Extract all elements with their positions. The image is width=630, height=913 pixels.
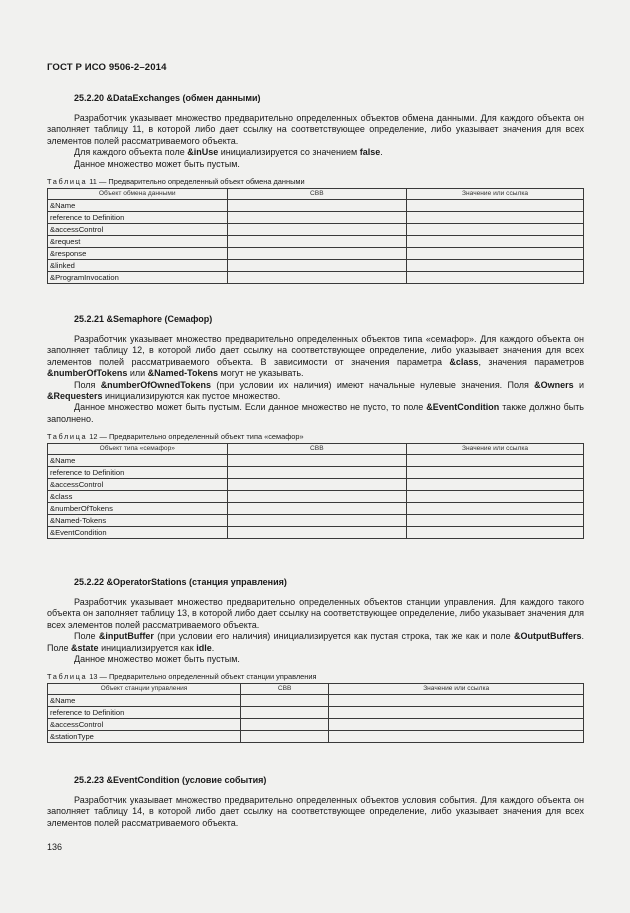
cbb-cell [240,695,328,707]
paragraph: Разработчик указывает множество предварительно определенных объектов станции управления. Для каждого такого объекта он заполняет таблицу 13, в которой либо дает ссылку на соответствующее определение, либо указывает значения для всех элементов полей рассматриваемого объекта. [47,597,585,630]
table-row [48,248,584,260]
field-name-cell: &accessControl [48,479,228,491]
table-row [48,491,584,503]
value-cell [407,515,584,527]
table-12 [47,443,584,539]
column-header: CBB [227,189,407,200]
table-row [48,731,584,743]
field-name-cell: reference to Definition [48,212,228,224]
value-cell [407,248,584,260]
column-header: Значение или ссылка [329,684,584,695]
value-cell [407,491,584,503]
table-row [48,272,584,284]
field-name-cell: &EventCondition [48,527,228,539]
cbb-cell [227,236,407,248]
section-title: 25.2.22 &OperatorStations (станция управления) [74,577,287,587]
table-row [48,719,584,731]
section-event-condition [47,775,584,829]
value-cell [407,200,584,212]
value-cell [407,212,584,224]
column-header: Значение или ссылка [407,189,584,200]
section-title: 25.2.20 &DataExchanges (обмен данными) [74,93,261,103]
field-name-cell: &stationType [48,731,241,743]
cbb-cell [227,224,407,236]
value-cell [407,527,584,539]
cbb-cell [227,260,407,272]
field-name-cell: &ProgramInvocation [48,272,228,284]
column-header: Объект станции управления [48,684,241,695]
section-semaphore [47,314,584,539]
field-name-cell: &Name [48,695,241,707]
value-cell [407,260,584,272]
table-row [48,707,584,719]
table-caption: Таблица 12 — Предварительно определенный объект типа «семафор» [47,432,304,442]
cbb-cell [227,479,407,491]
value-cell [407,236,584,248]
table-row [48,527,584,539]
paragraph: Для каждого объекта поле &inUse инициализируется со значением false. [74,147,383,158]
table-row [48,467,584,479]
section-title: 25.2.21 &Semaphore (Семафор) [74,314,213,324]
paragraph: Данное множество может быть пустым. [74,654,240,665]
cbb-cell [227,212,407,224]
page-number: 136 [47,842,63,852]
document-header: ГОСТ Р ИСО 9506-2–2014 [47,62,167,73]
cbb-cell [227,467,407,479]
table-row [48,503,584,515]
field-name-cell: &accessControl [48,224,228,236]
value-cell [329,695,584,707]
field-name-cell: &request [48,236,228,248]
field-name-cell: &Name [48,200,228,212]
table-row [48,260,584,272]
field-name-cell: &accessControl [48,719,241,731]
cbb-cell [227,455,407,467]
value-cell [407,479,584,491]
field-name-cell: &linked [48,260,228,272]
paragraph: Поле &inputBuffer (при условии его наличия) инициализируется как пустая строка, так же как и поле &OutputBuffers. Поле &state инициализируется как idle. [47,631,584,653]
cbb-cell [227,491,407,503]
column-header: Объект обмена данными [48,189,228,200]
cbb-cell [240,707,328,719]
section-title: 25.2.23 &EventCondition (условие события) [74,775,267,785]
value-cell [407,503,584,515]
paragraph: Разработчик указывает множество предварительно определенных объектов типа «семафор». Для каждого объекта он заполняет таблицу 12, в которой либо дает ссылку на соответствующее определение, либо указывает значения для всех элементов полей рассматриваемого объекта. В зависимости от значения параметра &class, значения параметров &numberOfTokens или &Named-Tokens могут не указывать. [47,334,584,379]
field-name-cell: &response [48,248,228,260]
table-caption: Таблица 13 — Предварительно определенный объект станции управления [47,672,317,682]
value-cell [329,707,584,719]
column-header: CBB [240,684,328,695]
column-header: Объект типа «семафор» [48,444,228,455]
value-cell [407,224,584,236]
table-row [48,236,584,248]
table-row [48,200,584,212]
field-name-cell: &numberOfTokens [48,503,228,515]
field-name-cell: &Name [48,455,228,467]
paragraph: Поля &numberOfOwnedTokens (при условии их наличия) имеют начальные нулевые значения. Поля &Owners и &Requesters инициализируются как пустое множество. [47,379,585,402]
field-name-cell: &Named-Tokens [48,515,228,527]
cbb-cell [240,719,328,731]
field-name-cell: reference to Definition [48,467,228,479]
column-header: Значение или ссылка [407,444,584,455]
section-operator-stations [47,577,584,743]
cbb-cell [240,731,328,743]
value-cell [407,272,584,284]
table-row [48,212,584,224]
paragraph: Разработчик указывает множество предварительно определенных объектов условия события. Для каждого объекта он заполняет таблицу 14, в которой либо дает ссылку на соответствующее определение, либо указывает значения для всех элементов полей рассматриваемого объекта. [47,795,584,828]
section-data-exchanges [47,93,584,284]
paragraph: Данное множество может быть пустым. [74,158,240,169]
table-row [48,479,584,491]
table-row [48,224,584,236]
cbb-cell [227,515,407,527]
table-row [48,515,584,527]
value-cell [329,731,584,743]
cbb-cell [227,272,407,284]
field-name-cell: reference to Definition [48,707,241,719]
cbb-cell [227,200,407,212]
table-row [48,695,584,707]
paragraph: Разработчик указывает множество предварительно определенных объектов обмена данными. Для каждого объекта он заполняет таблицу 11, в которой либо дает ссылку на соответствующее определение, либо указывает значения для всех элементов полей рассматриваемого объекта. [47,113,584,146]
table-caption: Таблица 11 — Предварительно определенный объект обмена данными [47,177,305,187]
cbb-cell [227,503,407,515]
paragraph: Данное множество может быть пустым. Если данное множество не пусто, то поле &EventCondition также должно быть заполнено. [47,402,585,424]
column-header: CBB [227,444,407,455]
cbb-cell [227,248,407,260]
table-13 [47,683,584,743]
value-cell [407,467,584,479]
table-11 [47,188,584,284]
value-cell [329,719,584,731]
cbb-cell [227,527,407,539]
table-row [48,455,584,467]
field-name-cell: &class [48,491,228,503]
value-cell [407,455,584,467]
